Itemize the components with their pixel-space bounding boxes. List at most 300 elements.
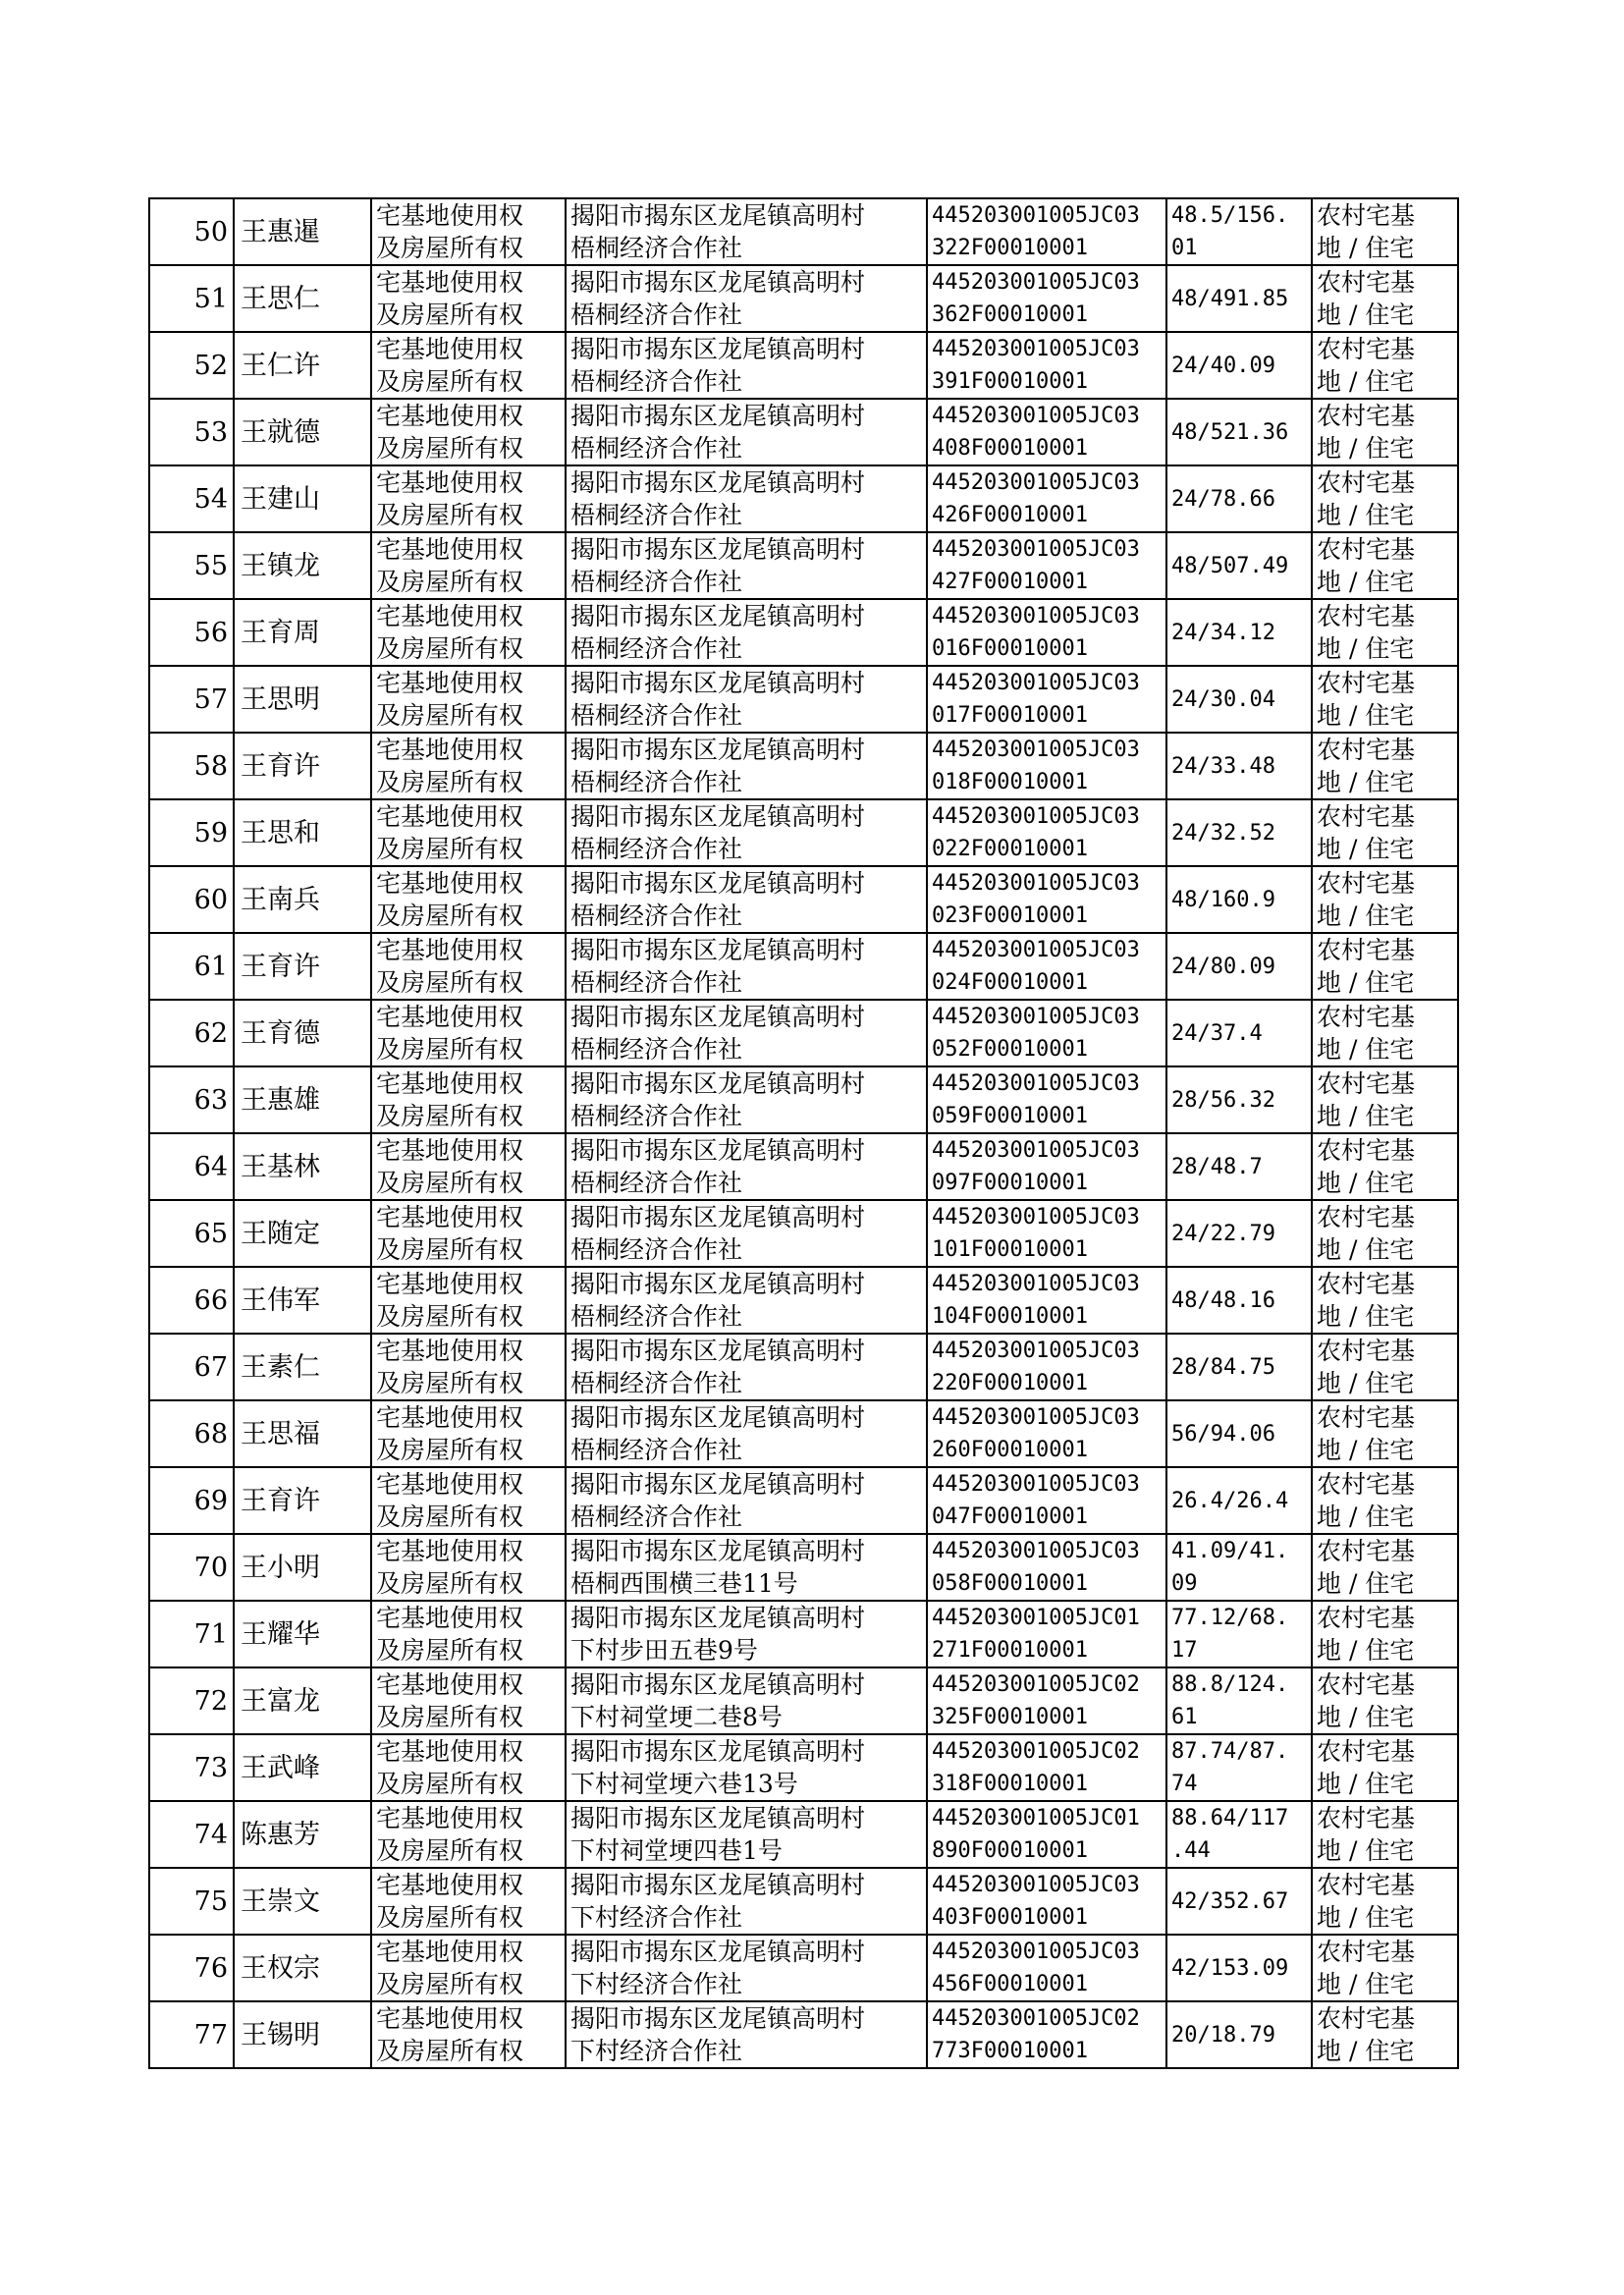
usage-cell <box>1312 1467 1458 1534</box>
area-line: 09 <box>1171 1571 1198 1596</box>
owner-name-cell: 王育许 <box>234 933 371 1000</box>
unit-code-line: 322F00010001 <box>932 236 1088 260</box>
location-line: 梧桐经济合作社 <box>570 634 743 663</box>
unit-code-line: 445203001005JC03 <box>932 270 1140 295</box>
usage-line: 农村宅基 <box>1317 1136 1416 1165</box>
unit-code-line: 445203001005JC02 <box>932 1672 1140 1697</box>
usage-line: 农村宅基 <box>1317 1804 1416 1832</box>
usage-line: 地 / 住宅 <box>1317 1302 1415 1331</box>
location-cell <box>566 332 927 399</box>
unit-code-cell <box>927 1400 1166 1467</box>
location-line: 揭阳市揭东区龙尾镇高明村 <box>570 869 866 898</box>
usage-line: 农村宅基 <box>1317 1270 1416 1298</box>
location-line: 揭阳市揭东区龙尾镇高明村 <box>570 602 866 630</box>
table-row <box>149 799 1458 866</box>
usage-line: 地 / 住宅 <box>1317 1836 1415 1865</box>
row-number-cell: 77 <box>149 2001 234 2068</box>
row-number-cell: 50 <box>149 198 234 265</box>
right-type-line: 及房屋所有权 <box>376 835 524 863</box>
unit-code-cell <box>927 265 1166 332</box>
unit-code-cell <box>927 465 1166 532</box>
right-type-line: 宅基地使用权 <box>376 736 524 764</box>
usage-cell <box>1312 1000 1458 1066</box>
right-type-line: 宅基地使用权 <box>376 335 524 363</box>
unit-code-cell <box>927 733 1166 799</box>
location-line: 梧桐经济合作社 <box>570 434 743 463</box>
unit-code-cell <box>927 1601 1166 1667</box>
row-number-cell: 63 <box>149 1066 234 1133</box>
area-line: 41.09/41. <box>1171 1539 1289 1563</box>
unit-code-line: 445203001005JC03 <box>932 871 1140 896</box>
area-line: 24/33.48 <box>1171 753 1275 779</box>
usage-line: 地 / 住宅 <box>1317 701 1415 730</box>
right-type-line: 宅基地使用权 <box>376 1804 524 1832</box>
usage-cell <box>1312 332 1458 399</box>
location-cell <box>566 1267 927 1334</box>
right-type-cell <box>371 599 566 666</box>
area-cell <box>1166 933 1312 1000</box>
usage-line: 地 / 住宅 <box>1317 1369 1415 1397</box>
usage-line: 地 / 住宅 <box>1317 634 1415 663</box>
usage-cell <box>1312 465 1458 532</box>
table-row <box>149 1667 1458 1734</box>
usage-line: 地 / 住宅 <box>1317 1235 1415 1264</box>
right-type-line: 及房屋所有权 <box>376 1169 524 1197</box>
usage-line: 地 / 住宅 <box>1317 2037 1415 2065</box>
location-line: 梧桐经济合作社 <box>570 968 743 997</box>
owner-name-cell: 王权宗 <box>234 1935 371 2001</box>
unit-code-line: 445203001005JC03 <box>932 1339 1140 1363</box>
area-line: 24/37.4 <box>1171 1020 1263 1046</box>
area-line: 17 <box>1171 1638 1198 1663</box>
usage-line: 农村宅基 <box>1317 1604 1416 1632</box>
right-type-line: 及房屋所有权 <box>376 1369 524 1397</box>
right-type-line: 及房屋所有权 <box>376 1970 524 1998</box>
row-number-cell: 68 <box>149 1400 234 1467</box>
table-row <box>149 2001 1458 2068</box>
area-line: 24/30.04 <box>1171 686 1275 712</box>
right-type-line: 宅基地使用权 <box>376 402 524 430</box>
owner-name-cell: 王就德 <box>234 399 371 465</box>
area-cell <box>1166 1601 1312 1667</box>
right-type-line: 宅基地使用权 <box>376 468 524 497</box>
unit-code-line: 018F00010001 <box>932 770 1088 794</box>
owner-name-cell: 王基林 <box>234 1133 371 1200</box>
unit-code-cell <box>927 1534 1166 1601</box>
row-number-cell: 59 <box>149 799 234 866</box>
unit-code-line: 101F00010001 <box>932 1237 1088 1262</box>
owner-name-cell: 王思明 <box>234 666 371 733</box>
location-cell <box>566 799 927 866</box>
right-type-cell <box>371 1334 566 1400</box>
unit-code-line: 445203001005JC03 <box>932 537 1140 562</box>
location-cell <box>566 1000 927 1066</box>
right-type-line: 宅基地使用权 <box>376 602 524 630</box>
row-number-cell: 74 <box>149 1801 234 1868</box>
right-type-line: 宅基地使用权 <box>376 669 524 697</box>
unit-code-line: 445203001005JC03 <box>932 203 1140 228</box>
location-line: 揭阳市揭东区龙尾镇高明村 <box>570 669 866 697</box>
table-row <box>149 399 1458 465</box>
unit-code-line: 220F00010001 <box>932 1371 1088 1395</box>
location-line: 揭阳市揭东区龙尾镇高明村 <box>570 1737 866 1766</box>
unit-code-line: 445203001005JC03 <box>932 1005 1140 1029</box>
row-number-cell: 57 <box>149 666 234 733</box>
usage-cell <box>1312 1534 1458 1601</box>
usage-line: 农村宅基 <box>1317 1670 1416 1699</box>
unit-code-line: 104F00010001 <box>932 1304 1088 1329</box>
owner-name-cell: 王思和 <box>234 799 371 866</box>
area-line: 20/18.79 <box>1171 2022 1275 2048</box>
unit-code-cell <box>927 198 1166 265</box>
table-row <box>149 1066 1458 1133</box>
area-cell <box>1166 1267 1312 1334</box>
owner-name-cell: 王惠暹 <box>234 198 371 265</box>
unit-code-line: 097F00010001 <box>932 1171 1088 1195</box>
right-type-line: 宅基地使用权 <box>376 936 524 964</box>
right-type-cell <box>371 733 566 799</box>
right-type-line: 宅基地使用权 <box>376 1270 524 1298</box>
right-type-line: 宅基地使用权 <box>376 1136 524 1165</box>
area-cell <box>1166 599 1312 666</box>
location-cell <box>566 198 927 265</box>
unit-code-line: 445203001005JC01 <box>932 1606 1140 1630</box>
location-line: 梧桐经济合作社 <box>570 835 743 863</box>
unit-code-line: 016F00010001 <box>932 636 1088 661</box>
right-type-cell <box>371 1801 566 1868</box>
area-line: 61 <box>1171 1705 1198 1729</box>
location-cell <box>566 1935 927 2001</box>
area-line: 88.64/117 <box>1171 1806 1289 1831</box>
usage-cell <box>1312 1400 1458 1467</box>
location-line: 揭阳市揭东区龙尾镇高明村 <box>570 936 866 964</box>
table-row <box>149 666 1458 733</box>
location-cell <box>566 1200 927 1267</box>
owner-name-cell: 王耀华 <box>234 1601 371 1667</box>
unit-code-line: 362F00010001 <box>932 302 1088 327</box>
unit-code-line: 445203001005JC03 <box>932 1405 1140 1430</box>
table-row <box>149 1868 1458 1935</box>
unit-code-line: 445203001005JC03 <box>932 1472 1140 1497</box>
area-line: 28/48.7 <box>1171 1154 1263 1179</box>
location-line: 梧桐经济合作社 <box>570 1235 743 1264</box>
location-cell <box>566 1801 927 1868</box>
table-row <box>149 265 1458 332</box>
unit-code-line: 890F00010001 <box>932 1838 1088 1863</box>
right-type-line: 及房屋所有权 <box>376 902 524 930</box>
location-cell <box>566 666 927 733</box>
right-type-line: 宅基地使用权 <box>376 1403 524 1432</box>
owner-name-cell: 王育许 <box>234 1467 371 1534</box>
area-line: .44 <box>1171 1838 1211 1863</box>
location-line: 梧桐经济合作社 <box>570 1102 743 1130</box>
row-number-cell: 70 <box>149 1534 234 1601</box>
right-type-line: 宅基地使用权 <box>376 1470 524 1499</box>
area-cell <box>1166 1801 1312 1868</box>
unit-code-line: 445203001005JC03 <box>932 1205 1140 1229</box>
table-row <box>149 332 1458 399</box>
usage-cell <box>1312 399 1458 465</box>
usage-line: 农村宅基 <box>1317 936 1416 964</box>
unit-code-line: 445203001005JC03 <box>932 738 1140 762</box>
unit-code-line: 445203001005JC03 <box>932 671 1140 695</box>
table-row <box>149 1801 1458 1868</box>
right-type-line: 及房屋所有权 <box>376 501 524 529</box>
usage-line: 农村宅基 <box>1317 1537 1416 1565</box>
location-line: 揭阳市揭东区龙尾镇高明村 <box>570 335 866 363</box>
table-row <box>149 599 1458 666</box>
location-cell <box>566 1667 927 1734</box>
area-cell <box>1166 733 1312 799</box>
location-line: 下村祠堂埂二巷8号 <box>570 1703 783 1731</box>
usage-cell <box>1312 933 1458 1000</box>
owner-name-cell: 王惠雄 <box>234 1066 371 1133</box>
location-cell <box>566 465 927 532</box>
owner-name-cell: 王伟军 <box>234 1267 371 1334</box>
area-cell <box>1166 532 1312 599</box>
right-type-line: 宅基地使用权 <box>376 1537 524 1565</box>
owner-name-cell: 王思福 <box>234 1400 371 1467</box>
area-line: 87.74/87. <box>1171 1739 1289 1764</box>
location-line: 下村经济合作社 <box>570 1970 743 1998</box>
owner-name-cell: 王武峰 <box>234 1734 371 1801</box>
right-type-cell <box>371 1000 566 1066</box>
unit-code-line: 408F00010001 <box>932 436 1088 461</box>
unit-code-cell <box>927 1868 1166 1935</box>
table-row <box>149 465 1458 532</box>
usage-line: 农村宅基 <box>1317 335 1416 363</box>
owner-name-cell: 陈惠芳 <box>234 1801 371 1868</box>
right-type-cell <box>371 1267 566 1334</box>
row-number-cell: 67 <box>149 1334 234 1400</box>
usage-cell <box>1312 1200 1458 1267</box>
row-number-cell: 73 <box>149 1734 234 1801</box>
location-line: 下村步田五巷9号 <box>570 1636 758 1665</box>
right-type-line: 及房屋所有权 <box>376 1636 524 1665</box>
unit-code-cell <box>927 399 1166 465</box>
right-type-line: 宅基地使用权 <box>376 2004 524 2033</box>
area-cell <box>1166 198 1312 265</box>
location-line: 揭阳市揭东区龙尾镇高明村 <box>570 402 866 430</box>
unit-code-line: 059F00010001 <box>932 1104 1088 1128</box>
right-type-line: 及房屋所有权 <box>376 2037 524 2065</box>
area-cell <box>1166 866 1312 933</box>
right-type-cell <box>371 1400 566 1467</box>
location-cell <box>566 2001 927 2068</box>
usage-line: 农村宅基 <box>1317 1069 1416 1098</box>
unit-code-cell <box>927 799 1166 866</box>
right-type-line: 及房屋所有权 <box>376 367 524 396</box>
unit-code-cell <box>927 666 1166 733</box>
unit-code-line: 445203001005JC03 <box>932 1138 1140 1163</box>
location-line: 梧桐经济合作社 <box>570 501 743 529</box>
area-line: 42/352.67 <box>1171 1888 1289 1914</box>
right-type-cell <box>371 1935 566 2001</box>
location-cell <box>566 1334 927 1400</box>
usage-line: 农村宅基 <box>1317 869 1416 898</box>
unit-code-line: 047F00010001 <box>932 1504 1088 1529</box>
usage-cell <box>1312 1334 1458 1400</box>
location-cell <box>566 933 927 1000</box>
unit-code-cell <box>927 332 1166 399</box>
unit-code-line: 445203001005JC02 <box>932 1739 1140 1764</box>
unit-code-line: 445203001005JC02 <box>932 2006 1140 2031</box>
location-line: 揭阳市揭东区龙尾镇高明村 <box>570 1203 866 1231</box>
table-row <box>149 1200 1458 1267</box>
right-type-cell <box>371 1200 566 1267</box>
unit-code-line: 022F00010001 <box>932 837 1088 861</box>
area-cell <box>1166 1534 1312 1601</box>
unit-code-line: 318F00010001 <box>932 1772 1088 1796</box>
area-line: 88.8/124. <box>1171 1672 1289 1697</box>
usage-cell <box>1312 1667 1458 1734</box>
area-line: 24/40.09 <box>1171 353 1275 378</box>
area-line: 24/78.66 <box>1171 486 1275 512</box>
right-type-cell <box>371 1601 566 1667</box>
location-cell <box>566 532 927 599</box>
area-cell <box>1166 1200 1312 1267</box>
row-number-cell: 76 <box>149 1935 234 2001</box>
usage-line: 地 / 住宅 <box>1317 1035 1415 1064</box>
location-cell <box>566 866 927 933</box>
area-cell <box>1166 1467 1312 1534</box>
location-cell <box>566 1400 927 1467</box>
table-row <box>149 1133 1458 1200</box>
usage-line: 农村宅基 <box>1317 201 1416 230</box>
location-line: 揭阳市揭东区龙尾镇高明村 <box>570 1871 866 1899</box>
unit-code-line: 058F00010001 <box>932 1571 1088 1596</box>
owner-name-cell: 王锡明 <box>234 2001 371 2068</box>
location-line: 揭阳市揭东区龙尾镇高明村 <box>570 468 866 497</box>
property-rights-table <box>148 197 1459 2069</box>
right-type-line: 及房屋所有权 <box>376 1770 524 1798</box>
row-number-cell: 54 <box>149 465 234 532</box>
area-line: 24/80.09 <box>1171 954 1275 979</box>
location-line: 揭阳市揭东区龙尾镇高明村 <box>570 736 866 764</box>
right-type-line: 及房屋所有权 <box>376 1102 524 1130</box>
owner-name-cell: 王建山 <box>234 465 371 532</box>
location-line: 揭阳市揭东区龙尾镇高明村 <box>570 201 866 230</box>
location-cell <box>566 1066 927 1133</box>
usage-line: 地 / 住宅 <box>1317 1903 1415 1932</box>
usage-line: 农村宅基 <box>1317 1470 1416 1499</box>
location-cell <box>566 399 927 465</box>
row-number-cell: 52 <box>149 332 234 399</box>
right-type-line: 宅基地使用权 <box>376 1871 524 1899</box>
unit-code-line: 445203001005JC03 <box>932 938 1140 962</box>
right-type-line: 及房屋所有权 <box>376 1235 524 1264</box>
row-number-cell: 51 <box>149 265 234 332</box>
usage-line: 农村宅基 <box>1317 1737 1416 1766</box>
usage-line: 农村宅基 <box>1317 1203 1416 1231</box>
usage-line: 地 / 住宅 <box>1317 1169 1415 1197</box>
unit-code-cell <box>927 1133 1166 1200</box>
area-cell <box>1166 1133 1312 1200</box>
right-type-line: 宅基地使用权 <box>376 268 524 297</box>
area-cell <box>1166 799 1312 866</box>
location-line: 揭阳市揭东区龙尾镇高明村 <box>570 1136 866 1165</box>
location-line: 下村经济合作社 <box>570 2037 743 2065</box>
unit-code-line: 445203001005JC03 <box>932 1272 1140 1296</box>
usage-line: 地 / 住宅 <box>1317 234 1415 262</box>
usage-line: 地 / 住宅 <box>1317 1770 1415 1798</box>
location-cell <box>566 1133 927 1200</box>
row-number-cell: 58 <box>149 733 234 799</box>
area-line: 48/521.36 <box>1171 419 1289 445</box>
area-line: 74 <box>1171 1772 1198 1796</box>
location-cell <box>566 265 927 332</box>
right-type-line: 及房屋所有权 <box>376 1703 524 1731</box>
location-line: 梧桐西围横三巷11号 <box>570 1569 798 1598</box>
right-type-line: 及房屋所有权 <box>376 768 524 796</box>
right-type-line: 及房屋所有权 <box>376 968 524 997</box>
location-line: 梧桐经济合作社 <box>570 902 743 930</box>
location-line: 揭阳市揭东区龙尾镇高明村 <box>570 1003 866 1031</box>
right-type-line: 及房屋所有权 <box>376 1035 524 1064</box>
owner-name-cell: 王小明 <box>234 1534 371 1601</box>
right-type-line: 宅基地使用权 <box>376 1938 524 1966</box>
area-line: 48.5/156. <box>1171 203 1289 228</box>
location-line: 揭阳市揭东区龙尾镇高明村 <box>570 1069 866 1098</box>
row-number-cell: 61 <box>149 933 234 1000</box>
area-cell <box>1166 1667 1312 1734</box>
usage-line: 地 / 住宅 <box>1317 768 1415 796</box>
usage-line: 地 / 住宅 <box>1317 902 1415 930</box>
table-row <box>149 1467 1458 1534</box>
usage-line: 地 / 住宅 <box>1317 1636 1415 1665</box>
table-row <box>149 1534 1458 1601</box>
unit-code-line: 445203001005JC01 <box>932 1806 1140 1831</box>
usage-cell <box>1312 1801 1458 1868</box>
usage-cell <box>1312 2001 1458 2068</box>
right-type-line: 及房屋所有权 <box>376 568 524 596</box>
right-type-line: 宅基地使用权 <box>376 535 524 564</box>
unit-code-line: 445203001005JC03 <box>932 1539 1140 1563</box>
unit-code-line: 024F00010001 <box>932 970 1088 995</box>
location-line: 梧桐经济合作社 <box>570 1369 743 1397</box>
table-row <box>149 1267 1458 1334</box>
table-row <box>149 198 1458 265</box>
right-type-cell <box>371 1133 566 1200</box>
area-line: 48/507.49 <box>1171 553 1289 578</box>
usage-cell <box>1312 1133 1458 1200</box>
area-cell <box>1166 1935 1312 2001</box>
right-type-line: 及房屋所有权 <box>376 234 524 262</box>
location-line: 揭阳市揭东区龙尾镇高明村 <box>570 1537 866 1565</box>
usage-cell <box>1312 1734 1458 1801</box>
row-number-cell: 56 <box>149 599 234 666</box>
table-row <box>149 733 1458 799</box>
area-cell <box>1166 332 1312 399</box>
right-type-cell <box>371 1534 566 1601</box>
area-line: 26.4/26.4 <box>1171 1488 1289 1513</box>
usage-line: 农村宅基 <box>1317 535 1416 564</box>
owner-name-cell: 王崇文 <box>234 1868 371 1935</box>
table-row <box>149 1334 1458 1400</box>
right-type-line: 宅基地使用权 <box>376 802 524 831</box>
location-line: 揭阳市揭东区龙尾镇高明村 <box>570 1337 866 1365</box>
location-line: 梧桐经济合作社 <box>570 1302 743 1331</box>
row-number-cell: 64 <box>149 1133 234 1200</box>
row-number-cell: 72 <box>149 1667 234 1734</box>
unit-code-cell <box>927 1935 1166 2001</box>
unit-code-line: 445203001005JC03 <box>932 1873 1140 1897</box>
unit-code-line: 052F00010001 <box>932 1037 1088 1062</box>
usage-cell <box>1312 1935 1458 2001</box>
owner-name-cell: 王育德 <box>234 1000 371 1066</box>
right-type-line: 及房屋所有权 <box>376 1436 524 1464</box>
right-type-line: 及房屋所有权 <box>376 701 524 730</box>
